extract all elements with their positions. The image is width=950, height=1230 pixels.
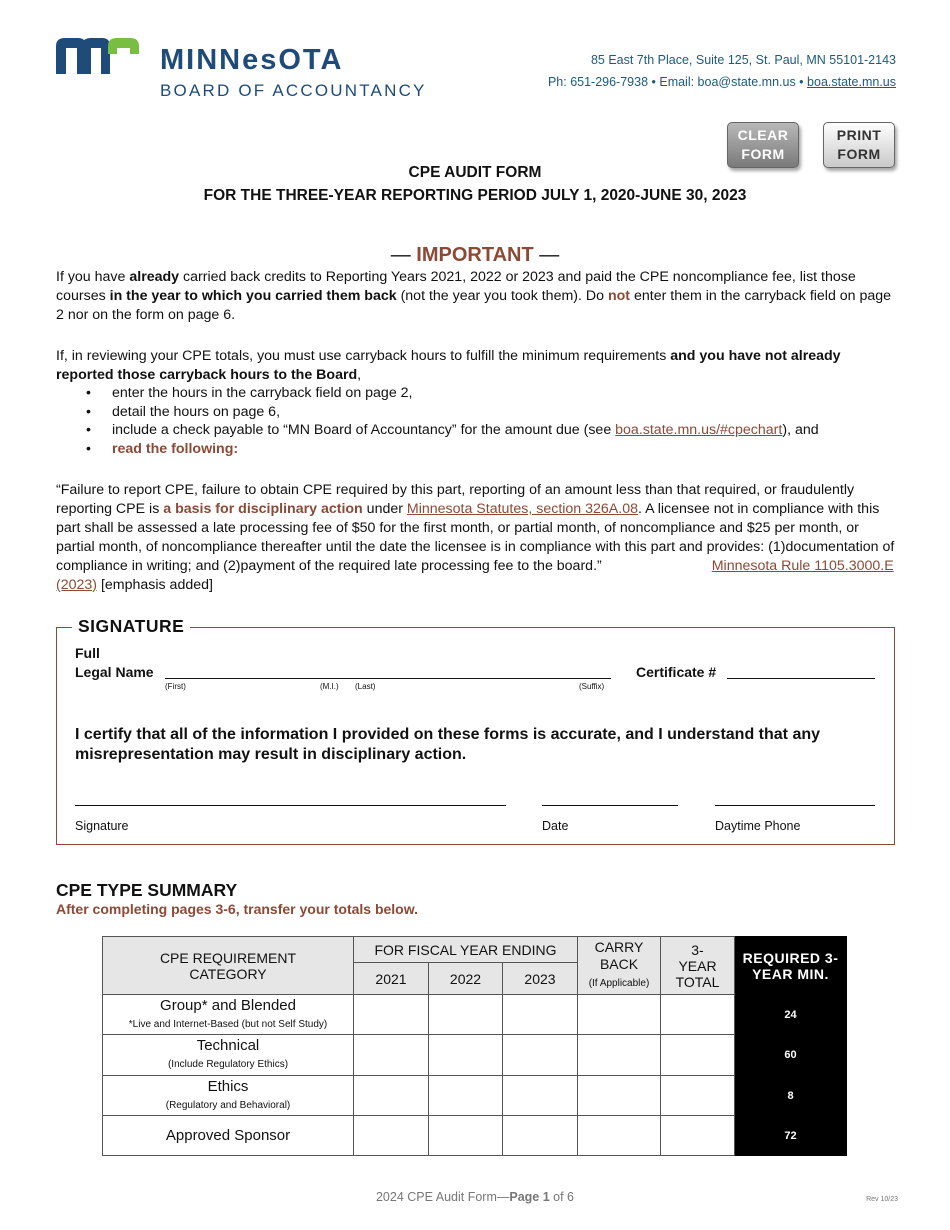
page-footer: 2024 CPE Audit Form—Page 1 of 6 bbox=[375, 1190, 575, 1204]
col-required-header: REQUIRED 3-YEAR MIN. bbox=[735, 937, 847, 995]
ethics-carryback-input[interactable] bbox=[578, 1076, 661, 1116]
sponsor-total-input[interactable] bbox=[661, 1116, 735, 1156]
col-fiscal-header: FOR FISCAL YEAR ENDING bbox=[354, 937, 578, 963]
row-category: Technical (Include Regulatory Ethics) bbox=[103, 1035, 354, 1076]
group-2023-input[interactable] bbox=[503, 995, 578, 1035]
org-subtitle: BOARD OF ACCOUNTANCY bbox=[160, 81, 427, 100]
print-form-button[interactable]: PRINT FORM bbox=[823, 122, 895, 168]
ethics-2023-input[interactable] bbox=[503, 1076, 578, 1116]
list-item: • read the following: bbox=[84, 440, 904, 459]
signature-field[interactable] bbox=[75, 805, 506, 806]
sponsor-2023-input[interactable] bbox=[503, 1116, 578, 1156]
table-row bbox=[103, 1035, 847, 1076]
carryback-paragraph-2: If, in reviewing your CPE totals, you must use carryback hours to fulfill the minimum requirements and you have not already reported those carryback hours to the Board, bbox=[56, 348, 841, 383]
sponsor-2022-input[interactable] bbox=[429, 1116, 503, 1156]
col-category-header: CPE REQUIREMENT CATEGORY bbox=[103, 937, 354, 995]
revision-note: Rev 10/23 bbox=[866, 1196, 898, 1203]
legal-name-field[interactable] bbox=[165, 678, 611, 679]
cpe-summary-instructions: After completing pages 3-6, transfer your totals below. bbox=[56, 901, 418, 917]
list-item: • enter the hours in the carryback field on page 2, bbox=[84, 384, 904, 403]
ethics-required-min: 8 bbox=[735, 1076, 847, 1116]
technical-required-min: 60 bbox=[735, 1035, 847, 1076]
ethics-total-input[interactable] bbox=[661, 1076, 735, 1116]
group-required-min: 24 bbox=[735, 995, 847, 1035]
carryback-instructions-list bbox=[84, 384, 904, 459]
table-row bbox=[103, 1116, 847, 1156]
org-contact bbox=[548, 75, 896, 89]
org-address: 85 East 7th Place, Suite 125, St. Paul, MN 55101-2143 bbox=[590, 53, 896, 67]
cpe-summary-table bbox=[102, 936, 847, 1156]
list-item: • include a check payable to “MN Board of Accountancy” for the amount due (see boa.state.mn.us/#cpechart), and bbox=[84, 421, 904, 440]
first-name-hint: (First) bbox=[165, 682, 186, 691]
certificate-number-field[interactable] bbox=[727, 678, 875, 679]
important-heading: — IMPORTANT — bbox=[390, 244, 560, 266]
technical-total-input[interactable] bbox=[661, 1035, 735, 1076]
org-wordmark: MINNesOTA bbox=[160, 44, 344, 76]
group-total-input[interactable] bbox=[661, 995, 735, 1035]
name-label-line1: Full bbox=[75, 645, 100, 661]
ethics-2021-input[interactable] bbox=[354, 1076, 429, 1116]
daytime-phone-label: Daytime Phone bbox=[715, 819, 801, 833]
suffix-hint: (Suffix) bbox=[579, 682, 605, 691]
name-label-line2: Legal Name bbox=[75, 664, 154, 680]
cpe-chart-link[interactable]: boa.state.mn.us/#cpechart bbox=[615, 422, 783, 439]
group-carryback-input[interactable] bbox=[578, 995, 661, 1035]
row-category: Group* and Blended *Live and Internet-Based (but not Self Study) bbox=[103, 995, 354, 1035]
ethics-2022-input[interactable] bbox=[429, 1076, 503, 1116]
col-total-header: 3-YEAR TOTAL bbox=[661, 937, 735, 995]
statute-link[interactable]: Minnesota Statutes, section 326A.08 bbox=[406, 501, 638, 517]
rule-link[interactable]: Minnesota Rule 1105.3000.E (2023) bbox=[56, 558, 894, 593]
technical-2022-input[interactable] bbox=[429, 1035, 503, 1076]
col-carry-header: CARRY BACK (If Applicable) bbox=[578, 937, 661, 995]
signature-heading: SIGNATURE bbox=[72, 616, 190, 637]
group-2021-input[interactable] bbox=[354, 995, 429, 1035]
rule-quote: “Failure to report CPE, failure to obtain CPE required by this part, reporting of an amount less than that required, or fraudulently reporting CPE is a basis for disciplinary action under Minnesota Statutes, section 326A.08. A licensee not in compliance with this part shall be assessed a late processing fee of $50 for the first month, or partial month, of noncompliance and $25 per month, or partial month, of noncompliance thereafter until the date the licensee is in compliance with this part and provides: (1)documentation of compliance in writing; and (2)payment of the required late processing fee to the board.” Minnesota Rule 1105.3000.E (2023) [emphasis added] bbox=[56, 482, 895, 593]
form-subtitle: FOR THE THREE-YEAR REPORTING PERIOD JULY 1, 2020-JUNE 30, 2023 bbox=[203, 187, 747, 204]
year-header: 2021 bbox=[354, 963, 429, 995]
sponsor-2021-input[interactable] bbox=[354, 1116, 429, 1156]
cpe-summary-heading: CPE TYPE SUMMARY bbox=[56, 880, 238, 900]
mn-logo-icon bbox=[56, 38, 140, 74]
carryback-paragraph-1: If you have already carried back credits to Reporting Years 2021, 2022 or 2023 and paid the CPE noncompliance fee, list those courses in the year to which you carried them back (not the year you took them). Do not enter them in the carryback field on page 2 nor on the form on page 6. bbox=[56, 269, 892, 323]
signature-label: Signature bbox=[75, 819, 129, 833]
list-item: • detail the hours on page 6, bbox=[84, 403, 904, 422]
form-title: CPE AUDIT FORM bbox=[408, 164, 542, 181]
certificate-label: Certificate # bbox=[636, 664, 717, 680]
sponsor-carryback-input[interactable] bbox=[578, 1116, 661, 1156]
phone-email: Ph: 651-296-7938 • Email: boa@state.mn.us • bbox=[547, 75, 808, 89]
date-label: Date bbox=[542, 819, 569, 833]
website-link[interactable]: boa.state.mn.us bbox=[807, 75, 896, 89]
year-header: 2023 bbox=[503, 963, 578, 995]
row-category: Approved Sponsor bbox=[103, 1116, 354, 1156]
sponsor-required-min: 72 bbox=[735, 1116, 847, 1156]
table-row bbox=[103, 995, 847, 1035]
last-name-hint: (Last) bbox=[355, 682, 376, 691]
daytime-phone-field[interactable] bbox=[715, 805, 875, 806]
group-2022-input[interactable] bbox=[429, 995, 503, 1035]
technical-carryback-input[interactable] bbox=[578, 1035, 661, 1076]
row-category: Ethics (Regulatory and Behavioral) bbox=[103, 1076, 354, 1116]
technical-2023-input[interactable] bbox=[503, 1035, 578, 1076]
mi-hint: (M.I.) bbox=[320, 682, 339, 691]
table-row bbox=[103, 1076, 847, 1116]
certification-statement: I certify that all of the information I provided on these forms is accurate, and I understand that any misrepresentation may result in disciplinary action. bbox=[75, 726, 821, 763]
year-header: 2022 bbox=[429, 963, 503, 995]
technical-2021-input[interactable] bbox=[354, 1035, 429, 1076]
date-field[interactable] bbox=[542, 805, 678, 806]
clear-form-button[interactable]: CLEAR FORM bbox=[727, 122, 799, 168]
